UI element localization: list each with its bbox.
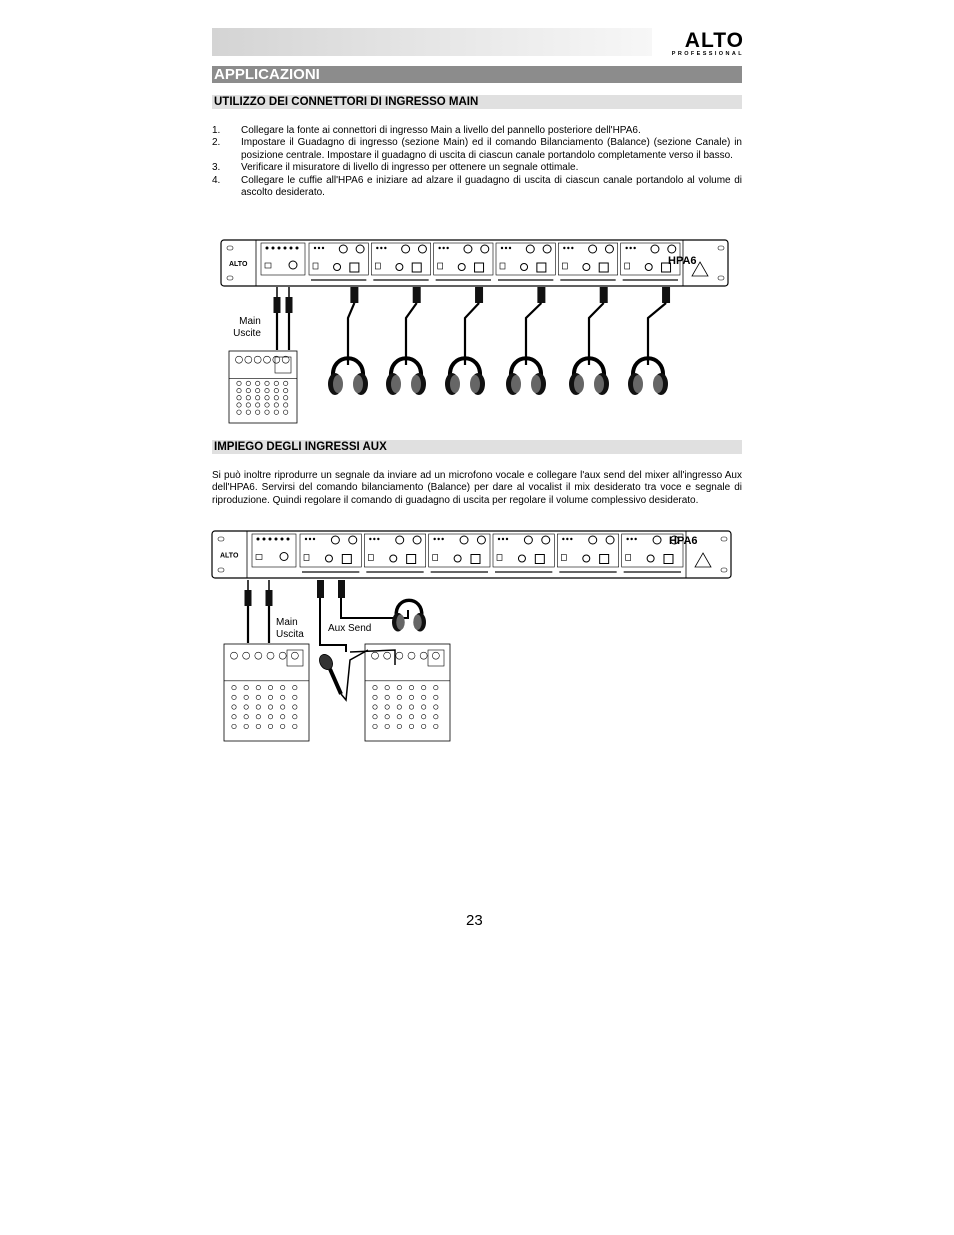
switch <box>304 555 309 561</box>
switch <box>256 555 262 560</box>
headphone-jack <box>471 555 480 564</box>
plug-body <box>266 590 273 606</box>
balance-knob <box>331 536 339 544</box>
output-knob <box>542 536 550 544</box>
meter-led <box>441 538 443 540</box>
headphone-plug <box>338 580 345 598</box>
headphone-jack <box>407 555 416 564</box>
meter-led <box>287 538 290 541</box>
mic-body <box>330 669 341 694</box>
switch <box>561 555 566 561</box>
headphone-jack <box>342 555 351 564</box>
jack-cable <box>266 580 273 643</box>
aux-send-label: Aux Send <box>328 623 372 634</box>
balance-knob <box>396 536 404 544</box>
meter-led <box>263 538 266 541</box>
main-output-label: Main Uscita <box>276 617 304 640</box>
meter-led <box>498 538 500 540</box>
switch <box>433 555 438 561</box>
meter-led <box>373 538 375 540</box>
gain-knob <box>280 553 288 561</box>
meter-led <box>433 538 435 540</box>
section-title: APPLICAZIONI <box>212 66 742 83</box>
subsection-title-aux: IMPIEGO DEGLI INGRESSI AUX <box>212 440 742 454</box>
meter-led <box>437 538 439 540</box>
output-knob <box>349 536 357 544</box>
hpa6-rack-unit <box>212 531 731 578</box>
output-knob <box>477 536 485 544</box>
aux-jack <box>518 555 525 562</box>
meter-led <box>377 538 379 540</box>
device-name-2: HPA6 <box>669 535 698 547</box>
meter-led <box>570 538 572 540</box>
logo-subtext: PROFESSIONAL <box>671 51 744 57</box>
meter-led <box>630 538 632 540</box>
headphone-jack <box>664 555 673 564</box>
aux-jack <box>583 555 590 562</box>
meter-led <box>269 538 272 541</box>
aux-paragraph: Si può inoltre riprodurre un segnale da inviare ad un microfono vocale e collegare l'aux send del mixer all'ingresso Aux dell'HPA6. Servirsi del comando bilanciamento (Balance) per dare al vocalist il mix desiderato tra voce e segnale di riproduzione. Quindi regolare il comando di guadagno di uscita per regolare il volume complessivo desiderato. <box>212 470 742 506</box>
switch <box>368 555 373 561</box>
list-item: 4. Collegare le cuffie all'HPA6 e iniziare ad alzare il guadagno di uscita di ciascun canale portandolo al volume di ascolto desiderato. <box>212 174 742 199</box>
list-item: 2. Impostare il Guadagno di ingresso (sezione Main) ed il comando Bilanciamento (Balance) (sezione Canale) in posizione centrale. Impostare il guadagno di uscita di ciascun canale portandolo completamente verso il basso. <box>212 137 742 161</box>
meter-led <box>309 538 311 540</box>
meter-led <box>275 538 278 541</box>
earpad <box>413 615 422 630</box>
aux-jack <box>647 555 654 562</box>
rack-logo: ALTO <box>220 552 239 560</box>
balance-knob <box>589 536 597 544</box>
switch <box>497 555 502 561</box>
switch <box>626 555 631 561</box>
balance-knob <box>653 536 661 544</box>
meter-led <box>281 538 284 541</box>
aux-jack <box>390 555 397 562</box>
rack-logo: ALTO <box>229 261 248 268</box>
mixer-console <box>224 644 309 741</box>
list-item: 1. Collegare la fonte ai connettori di ingresso Main a livello del pannello posteriore dell'HPA6. <box>212 125 641 136</box>
meter-led <box>257 538 260 541</box>
aux-plug <box>317 580 324 598</box>
main-outputs-label: Main Uscite <box>233 316 261 339</box>
headphone-jack <box>535 555 544 564</box>
mixer-console <box>365 644 450 741</box>
balance-knob <box>524 536 532 544</box>
plug-body <box>245 590 252 606</box>
meter-led <box>566 538 568 540</box>
output-knob <box>606 536 614 544</box>
mic-head <box>317 652 335 672</box>
meter-led <box>506 538 508 540</box>
list-item: 3. Verificare il misuratore di livello di ingresso per ottenere un segnale ottimale. <box>212 162 579 174</box>
meter-led <box>634 538 636 540</box>
meter-led <box>502 538 504 540</box>
jack-cable <box>245 580 252 643</box>
meter-led <box>305 538 307 540</box>
subsection-title-main: UTILIZZO DEI CONNETTORI DI INGRESSO MAIN <box>212 95 742 109</box>
output-knob <box>413 536 421 544</box>
earpad <box>396 615 405 630</box>
mic-cable <box>341 650 368 700</box>
page-number: 23 <box>466 912 483 929</box>
meter-led <box>369 538 371 540</box>
aux-jack <box>454 555 461 562</box>
meter-led <box>562 538 564 540</box>
headphone-jack <box>600 555 609 564</box>
microphone-icon <box>317 650 368 700</box>
aux-jack <box>325 555 332 562</box>
meter-led <box>626 538 628 540</box>
balance-knob <box>460 536 468 544</box>
device-name-1: HPA6 <box>668 255 697 267</box>
meter-led <box>313 538 315 540</box>
logo-text: ALTO <box>684 29 744 52</box>
